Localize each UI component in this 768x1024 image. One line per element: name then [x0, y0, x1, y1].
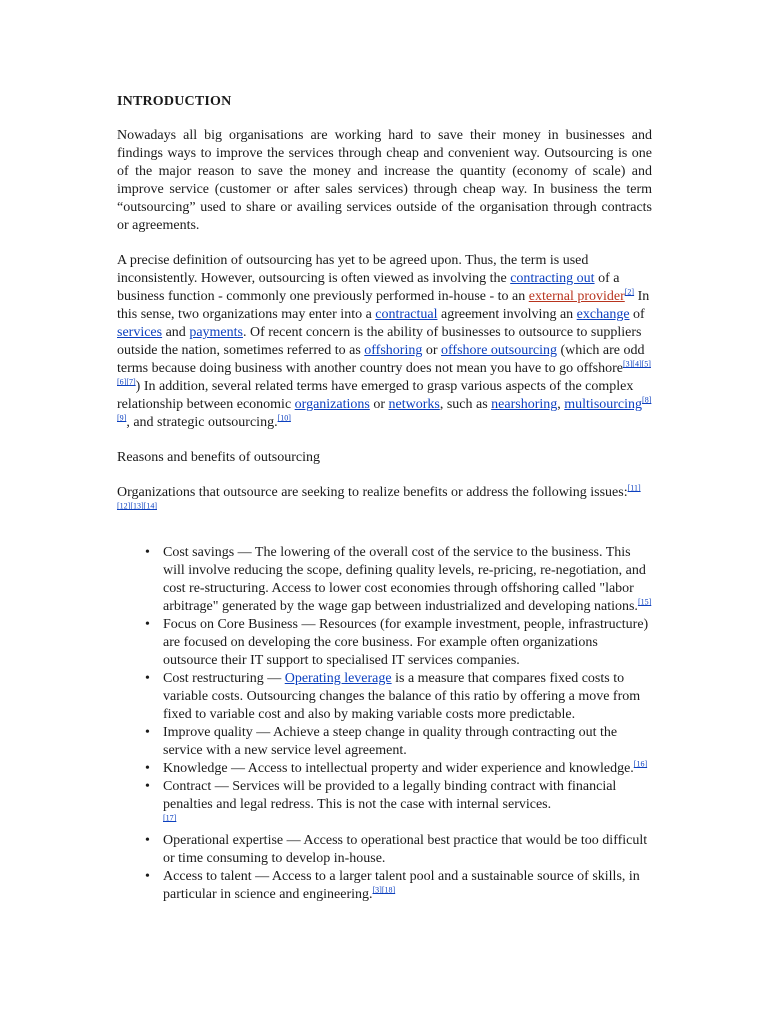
- citation: [163, 813, 176, 822]
- citation-link[interactable]: [10]: [277, 413, 291, 423]
- link-multisourcing[interactable]: multisourcing: [564, 397, 643, 412]
- list-item-text: Knowledge — Access to intellectual property and wider experience and knowledge.: [163, 761, 634, 776]
- text-run: Organizations that outsource are seeking to realize benefits or address the following issues:: [117, 485, 628, 500]
- link-organizations[interactable]: organizations: [294, 397, 370, 412]
- bullet-icon: •: [145, 869, 150, 884]
- link-offshore-outsourcing[interactable]: offshore outsourcing: [441, 343, 558, 358]
- text-run: . Of recent concern is the ability of businesses to outsource to suppliers outside the nation, sometimes referred to as: [117, 325, 642, 358]
- list-item: [145, 868, 652, 904]
- link-networks[interactable]: networks: [388, 397, 440, 412]
- benefits-list: [117, 544, 652, 904]
- citation: [373, 885, 396, 894]
- bullet-icon: •: [145, 779, 150, 794]
- citation-link[interactable]: [11][12][13][14]: [117, 483, 641, 511]
- text-run: of: [629, 307, 645, 322]
- text-run: or: [369, 397, 389, 412]
- list-item: [145, 616, 652, 670]
- bullet-icon: •: [145, 833, 150, 848]
- citation-link[interactable]: [8][9]: [117, 395, 652, 423]
- text-run: In this sense, two organizations may enter into a: [117, 289, 650, 322]
- bullet-icon: •: [145, 761, 150, 776]
- text-run: ) In addition, several related terms have emerged to grasp various aspects of the complex relationship between economic: [117, 379, 634, 412]
- link-offshoring[interactable]: offshoring: [364, 343, 423, 358]
- citation: [638, 597, 651, 606]
- citation-link[interactable]: [16]: [633, 759, 648, 769]
- text-run: or: [422, 343, 442, 358]
- list-item: [145, 832, 652, 868]
- text-run: A precise definition of outsourcing has yet to be agreed upon. Thus, the term is used inconsistently. However, outsourcing is often viewed as involving the: [117, 253, 589, 286]
- citation-link[interactable]: [15]: [637, 597, 652, 607]
- bullet-icon: •: [145, 545, 150, 560]
- citation-link[interactable]: [3][4][5][6][7]: [117, 359, 651, 387]
- list-item-text: Focus on Core Business — Resources (for example investment, people, infrastructure) are focused on developing the core business. For example often organizations outsource their IT support to specialised IT services companies.: [163, 617, 649, 668]
- list-item-text: Access to talent — Access to a larger talent pool and a sustainable source of skills, in particular in science and engineering.: [163, 869, 640, 902]
- list-item: [145, 544, 652, 616]
- list-item-text: is a measure that compares fixed costs to variable costs. Outsourcing changes the balance of this ratio by offering a move from fixed to variable cost and also by making variable costs more predictable.: [163, 671, 641, 722]
- link-operating-leverage[interactable]: Operating leverage: [284, 671, 392, 686]
- bullet-icon: •: [145, 671, 150, 686]
- text-run: and: [162, 325, 190, 340]
- link-exchange[interactable]: exchange: [576, 307, 630, 322]
- citation: [634, 759, 647, 768]
- document-page: [117, 93, 652, 904]
- section-heading: INTRODUCTION: [117, 94, 232, 109]
- intro-paragraph: Nowadays all big organisations are working hard to save their money in businesses and findings ways to improve the services through cheap and convenient way. Outsourcing is one of the major reason to save the money and increase the quantity (economy of scale) and improve service (customer or after sales services) through cheap way. In business the term “outsourcing” used to share or availing services outside of the organisation through contracts or agreements.: [117, 128, 652, 233]
- text-run: agreement involving an: [437, 307, 577, 322]
- bullet-icon: •: [145, 617, 150, 632]
- text-run: , such as: [439, 397, 492, 412]
- citation: [278, 413, 291, 422]
- citation-link[interactable]: [3][18]: [372, 885, 396, 895]
- list-item: [145, 778, 652, 832]
- list-item-text: Cost restructuring —: [163, 671, 285, 686]
- list-item-text: Improve quality — Achieve a steep change in quality through contracting out the service with a new service level agreement.: [163, 725, 618, 758]
- list-item-text: Operational expertise — Access to operational best practice that would be too difficult or time consuming to develop in-house.: [163, 833, 648, 866]
- issues-paragraph: [117, 484, 652, 520]
- text-run: , and strategic outsourcing.: [126, 415, 278, 430]
- list-item-text: Cost savings — The lowering of the overall cost of the service to the business. This will involve reducing the scope, defining quality levels, re-pricing, re-negotiation, and cost re-structuring. Access to lower cost economies through offshoring called "labor arbitrage" generated by the wage gap between industrialized and developing nations.: [163, 545, 646, 614]
- citation-link[interactable]: [17]: [163, 813, 177, 823]
- text-run: (which are odd terms because doing business with another country does not mean you have to go offshore: [117, 343, 645, 376]
- citation: [625, 287, 634, 296]
- citation-link[interactable]: [2]: [624, 287, 635, 297]
- list-item: [145, 724, 652, 760]
- link-contractual[interactable]: contractual: [375, 307, 438, 322]
- bullet-icon: •: [145, 725, 150, 740]
- list-item: [145, 670, 652, 724]
- subheading: Reasons and benefits of outsourcing: [117, 450, 320, 465]
- link-contracting-out[interactable]: contracting out: [510, 271, 595, 286]
- link-nearshoring[interactable]: nearshoring: [491, 397, 558, 412]
- link-payments[interactable]: payments: [189, 325, 243, 340]
- text-run: of a business function - commonly one previously performed in-house - to an: [117, 271, 620, 304]
- text-run: ,: [557, 397, 565, 412]
- list-item-text: Contract — Services will be provided to a legally binding contract with financial penalties and legal redress. This is not the case with internal services.: [163, 779, 617, 812]
- list-item: [145, 759, 652, 778]
- link-external-provider[interactable]: external provider: [528, 289, 625, 304]
- link-services[interactable]: services: [117, 325, 163, 340]
- definition-paragraph: [117, 252, 652, 432]
